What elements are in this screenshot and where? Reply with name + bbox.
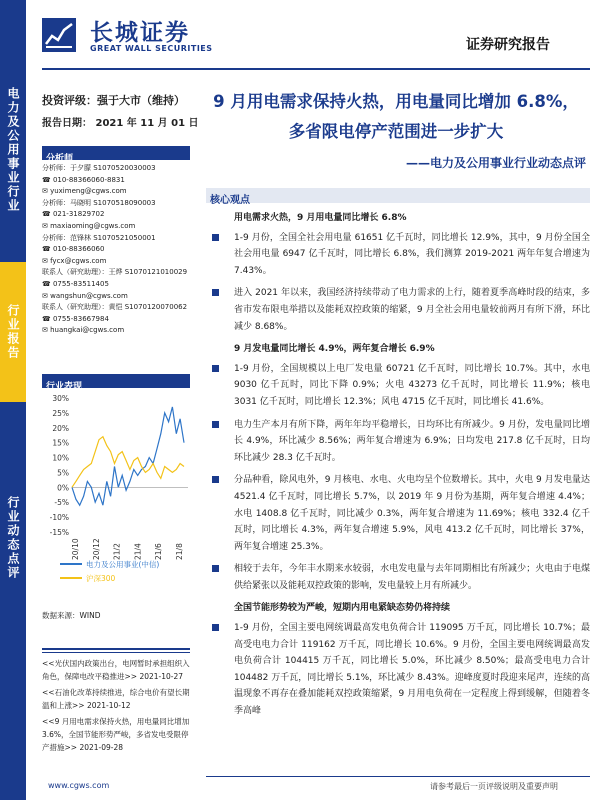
analyst-row: ☎ 0755-83511405 <box>42 279 109 288</box>
strip-industry-label: 电力及公用事业行业 <box>6 87 20 213</box>
bullet-paragraph <box>206 620 590 720</box>
square-bullet-icon <box>212 365 219 372</box>
logo-text-en: GREAT WALL SECURITIES <box>90 44 213 53</box>
square-bullet-icon <box>212 289 219 296</box>
y-tick-label: 5% <box>57 468 69 478</box>
analyst-list <box>42 163 202 337</box>
analyst-row: ☎ 010-88366060-8831 <box>42 175 125 184</box>
analyst-row: 联系人（研究助理）：黄恺 S1070120070062 <box>42 303 188 312</box>
analyst-section-header <box>42 146 190 164</box>
paragraph-text: 电力生产本月有所下降，两年年均平稳增长，日均环比有所减少。9 月份，发电量同比增长 4.9%，环比减少 8.56%；两年复合增速为 6.9%；日均发电 217.8 亿千瓦时，日均环比减少 28.3 亿千瓦时。 <box>234 419 590 463</box>
performance-header-label: 行业表现 <box>46 382 83 392</box>
related-divider <box>42 648 190 650</box>
analyst-row: ✉ maxiaoming@cgws.com <box>42 221 136 230</box>
y-tick-label: 25% <box>52 408 69 418</box>
header-divider <box>42 68 590 70</box>
industry-performance-chart <box>42 392 190 597</box>
x-tick-label: 20/12 <box>91 538 101 560</box>
strip-report-label: 行业报告 <box>0 262 26 402</box>
analyst-row: ✉ yuximeng@cgws.com <box>42 187 127 196</box>
related-report-link[interactable]: <<9 月用电需求保持火热，用电量同比增加 3.6%，全国节能形势严峻，多省发电受限停产措施>> 2021-09-28 <box>42 717 190 752</box>
analyst-row: ✉ wangshun@cgws.com <box>42 291 128 300</box>
square-bullet-icon <box>212 565 219 572</box>
report-title-line2: 多省限电停产范围进一步扩大 <box>288 122 504 141</box>
related-report-link[interactable]: <<光伏国内政策出台，电网暂时承担组织入角色，保障电改平稳推进>> 2021-10-27 <box>42 659 190 681</box>
x-tick-label: 20/10 <box>71 538 80 560</box>
bullet-paragraph <box>206 285 590 335</box>
analyst-row: 分析师：于夕朦 S1070520030003 <box>42 164 156 172</box>
y-tick-label: 30% <box>52 394 69 403</box>
analyst-row: 联系人（研究助理）：王烨 S1070121010029 <box>42 268 188 277</box>
bullet-paragraph <box>206 472 590 555</box>
footer-url-link[interactable]: www.cgws.com <box>48 781 110 790</box>
y-tick-label: -5% <box>54 498 69 508</box>
analyst-row: ☎ 0755-83667984 <box>42 314 109 323</box>
paragraph-text: 相较于去年，今年丰水期来水较弱，水电发电量与去年同期相比有所减少；火电由于电煤供给紧张以及能耗双控政策的影响，发电量较上月有所减少。 <box>234 564 590 591</box>
analyst-row: 分析师：范锋林 S1070521050001 <box>42 233 156 242</box>
x-tick-label: 21/2 <box>112 543 122 560</box>
analyst-header-label: 分析师 <box>46 154 74 164</box>
bullet-paragraph <box>206 561 590 594</box>
paragraph-text: 进入 2021 年以来，我国经济持续带动了电力需求的上行，随着夏季高峰时段的结束，多省市发布限电举措以及能耗双控政策的缩紧，9 月全社会用电量较前两月有所下滑，环比减少 8.68%。 <box>234 288 590 332</box>
bullet-paragraph <box>206 230 590 280</box>
x-tick-label: 21/8 <box>175 543 184 560</box>
bullet-paragraph <box>206 361 590 411</box>
series-line-csi300 <box>72 437 184 488</box>
core-views-header <box>206 188 590 206</box>
logo-text-cn: 长城证券 <box>90 20 190 46</box>
related-reports <box>42 658 194 758</box>
series-line-power-utilities <box>72 407 184 505</box>
x-tick-label: 21/4 <box>133 543 143 560</box>
section-heading: 全国节能形势较为严峻，短期内用电紧缺态势仍将持续 <box>234 603 451 614</box>
y-tick-label: 10% <box>52 453 69 463</box>
y-tick-label: 20% <box>52 423 69 433</box>
legend-label: 沪深300 <box>86 574 116 583</box>
report-subtitle: ——电力及公用事业行业动态点评 <box>405 156 586 170</box>
footer-divider <box>206 776 590 777</box>
square-bullet-icon <box>212 421 219 428</box>
core-views-label: 核心观点 <box>210 195 250 206</box>
report-date: 报告日期： 2021 年 11 月 01 日 <box>42 118 199 129</box>
y-tick-label: 15% <box>52 438 69 448</box>
related-divider-thin <box>42 652 190 653</box>
bullet-paragraph <box>206 417 590 467</box>
analyst-row: ✉ fycx@cgws.com <box>42 256 107 265</box>
analyst-row: ☎ 021-31829702 <box>42 210 105 219</box>
paragraph-text: 1-9 月份，全国全社会用电量 61651 亿千瓦时，同比增长 12.9%，其中，9 月份全国全社会用电量 6947 亿千瓦时，同比增长 6.8%，我们测算 2019-2021 两年年复合增速为 7.43%。 <box>234 232 590 276</box>
paragraph-text: 分品种看，除风电外，9 月核电、水电、火电均呈个位数增长。其中，火电 9 月发电量达 4521.4 亿千瓦时，同比增长 5.7%，以 2019 年 9 月份为基期，两年复合增速 4.4%；水电 1408.8 亿千瓦时，同比减少 0.3%，两年复合增速为 11.69%；核电 332.4 亿千瓦时，同比增长 4.3%，两年复合增速 5.9%，风电 413.2 亿千瓦时，同比增长 37%，两年复合增速 25.3%。 <box>234 475 590 552</box>
report-title-line1: 9 月用电需求保持火热，用电量同比增加 6.8%， <box>213 92 579 111</box>
legend-label: 电力及公用事业(中信) <box>86 560 160 569</box>
analyst-row: ✉ huangkai@cgws.com <box>42 326 125 335</box>
paragraph-text: 1-9 月份，全国主要电网统调最高发电负荷合计 119095 万千瓦，同比增长 10.7%；最高受电电力合计 119162 万千瓦，同比增长 10.6%。9 月份，全国主要电网统调最高发电负荷合计 104415 万千瓦，同比增长 5.0%，环比减少 8.50%；最高受电电力合计 104482 万千瓦，同比增长 5.1%，环比减少 8.43%。迎峰度夏时段迎来尾声，连续的高温现象不再存在叠加能耗双控政策缩紧，9 月用电负荷在一定程度上得到缓解，但随着冬季高峰 <box>234 623 590 717</box>
report-type-label: 证券研究报告 <box>466 37 550 53</box>
analyst-row: ☎ 010-88366060 <box>42 245 105 254</box>
square-bullet-icon <box>212 476 219 483</box>
y-tick-label: 0% <box>57 483 69 493</box>
y-tick-label: -10% <box>49 513 69 523</box>
strip-type-label: 行业动态点评 <box>6 496 20 580</box>
paragraph-text: 1-9 月份，全国规模以上电厂发电量 60721 亿千瓦时，同比增长 10.7%。其中，水电 9030 亿千瓦时，同比下降 0.9%；火电 43273 亿千瓦时，同比增长 11.9%；核电 3031 亿千瓦时，同比增长 12.3%；风电 4715 亿千瓦时，同比增长 41.6%。 <box>234 363 590 407</box>
performance-section-header <box>42 374 190 392</box>
x-tick-label: 21/6 <box>154 543 164 560</box>
square-bullet-icon <box>212 234 219 241</box>
report-body <box>206 210 590 726</box>
analyst-row: 分析师：马晓明 S1070518090003 <box>42 198 156 207</box>
chart-source: 数据来源：WIND <box>42 611 101 620</box>
y-tick-label: -15% <box>49 528 69 537</box>
square-bullet-icon <box>212 624 219 631</box>
investment-rating: 投资评级：强于大市（维持） <box>42 94 185 107</box>
section-heading: 用电需求火热，9 月用电量同比增长 6.8% <box>234 213 407 223</box>
related-report-link[interactable]: <<石油化改革持续推进，综合电价有望长期温和上涨>> 2021-10-12 <box>42 688 190 710</box>
section-heading: 9 月发电量同比增长 4.9%，两年复合增长 6.9% <box>234 344 435 355</box>
footer-disclaimer: 请参考最后一页评级说明及重要声明 <box>430 782 558 791</box>
logo-icon <box>42 18 76 52</box>
